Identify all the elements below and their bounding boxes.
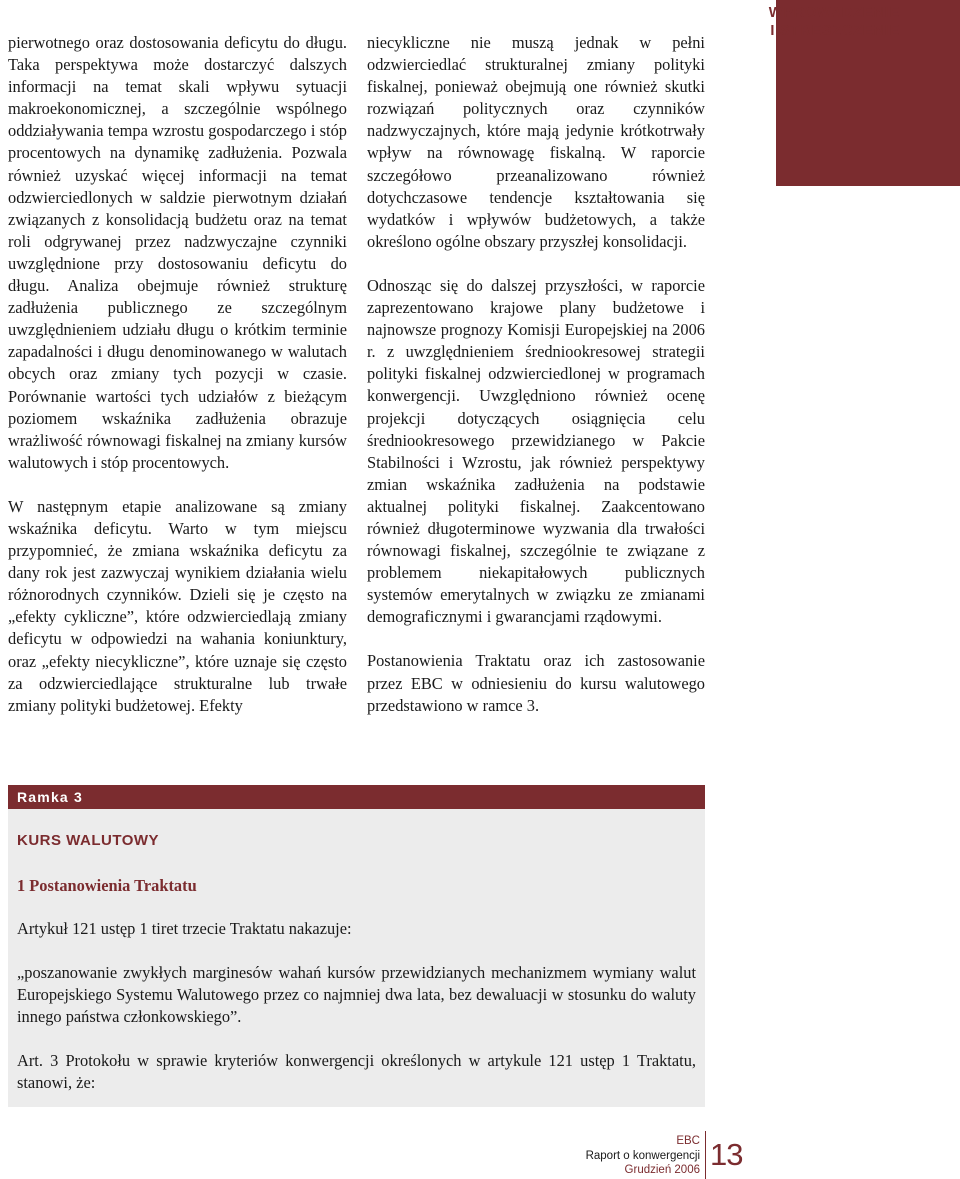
box-quote: „poszanowanie zwykłych marginesów wahań kursów przewidzianych mechanizmem wymiany walut Europejskiego Systemu Walutowego przez co najmniej dwa lata, bez dewaluacji w stosunku do waluty innego państwa członkowskiego”. (17, 963, 696, 1027)
box-paragraph-1: Artykuł 121 ustęp 1 tiret trzecie Traktatu nakazuje: (17, 919, 352, 938)
left-paragraph-1: pierwotnego oraz dostosowania deficytu do długu. Taka perspektywa może dostarczyć dalszych informacji na temat skali wpływu sytuacji makroekonomicznej, a szczególnie wspólnego oddziaływania tempa wzrostu gospodarczego i stóp procentowych na dynamikę zadłużenia. Pozwala również uzyskać więcej informacji na temat odzwierciedlonych w saldzie pierwotnym działań związanych z konsolidacją budżetu oraz na temat roli odgrywanej przez nadzwyczajne czynniki uwzględnione przy dostosowaniu deficytu do długu. Analiza obejmuje również strukturę zadłużenia publicznego ze szczególnym uwzględnieniem udziału długu o krótkim terminie zapadalności i długu denominowanego w walutach obcych oraz zmiany tych pozycji w czasie. Porównanie wartości tych udziałów z bieżącym poziomem wskaźnika zadłużenia obrazuje wrażliwość równowagi fiskalnej na zmiany kursów walutowych i stóp procentowych. (8, 33, 347, 472)
section-title-line1: WPROWADZENIE (768, 5, 900, 21)
box-title: KURS WALUTOWY (17, 832, 160, 849)
box-body (8, 809, 705, 1107)
page-number: 13 (710, 1137, 743, 1172)
left-paragraph-2: W następnym etapie analizowane są zmiany wskaźnika deficytu. Warto w tym miejscu przypomnieć, że zmiana wskaźnika deficytu za dany rok jest zazwyczaj wynikiem działania wielu różnorodnych czynników. Dzieli się je często na „efekty cykliczne”, które odzwierciedlają zmiany deficytu w odpowiedzi na wahania koniunktury, oraz „efekty niecykliczne”, które uznaje się często za odzwierciedlające strukturalne lub trwałe zmiany polityki budżetowej. Efekty (8, 496, 347, 715)
footer (586, 1134, 700, 1178)
right-paragraph-2: Odnosząc się do dalszej przyszłości, w raporcie zaprezentowano krajowe plany budżetowe i najnowsze prognozy Komisji Europejskiej na 2006 r. z uwzględnieniem średniookresowej strategii polityki fiskalnej odzwierciedlonej w programach konwergencji. Uwzględniono również ocenę projekcji dotyczących osiągnięcia celu średniookresowego przewidzianego w Pakcie Stabilności i Wzrostu, jak również perspektywy zmian wskaźnika zadłużenia na podstawie aktualnej polityki fiskalnej. Zaakcentowano również długoterminowe wyzwania dla trwałości równowagi fiskalnej, szczególnie te związane z problemem niekapitałowych publicznych systemów emerytalnych w związku ze zmianami demograficznymi i gwarancjami rządowymi. (367, 275, 705, 627)
box-label: Ramka 3 (8, 785, 705, 809)
footer-date: Grudzień 2006 (624, 1164, 700, 1176)
right-paragraph-1: niecykliczne nie muszą jednak w pełni odzwierciedlać strukturalnej zmiany polityki fiskalnej, ponieważ obejmują one również skutki rozwiązań politycznych oraz czynników nadzwyczajnych, które mają jedynie krótkotrwały wpływ na równowagę fiskalną. W raporcie szczegółowo przeanalizowano również dotychczasowe tendencje kształtowania się wydatków i wpływów budżetowych, a także określono ogólne obszary przyszłej konsolidacji. (367, 33, 705, 251)
footer-publisher: EBC (676, 1135, 700, 1147)
right-paragraph-3: Postanowienia Traktatu oraz ich zastosowanie przez EBC w odniesieniu do kursu walutowego przedstawiono w ramce 3. (367, 651, 705, 715)
footer-divider (705, 1131, 706, 1179)
left-column (8, 32, 347, 717)
section-title (769, 4, 900, 40)
footer-report-title: Raport o konwergencji (585, 1149, 700, 1162)
box-subtitle: 1 Postanowienia Traktatu (17, 876, 197, 895)
section-title-line2: I STRESZCZENIE (770, 23, 900, 39)
right-column (367, 32, 705, 717)
box-paragraph-2: Art. 3 Protokołu w sprawie kryteriów konwergencji określonych w artykule 121 ustęp 1 Traktatu, stanowi, że: (17, 1051, 696, 1093)
